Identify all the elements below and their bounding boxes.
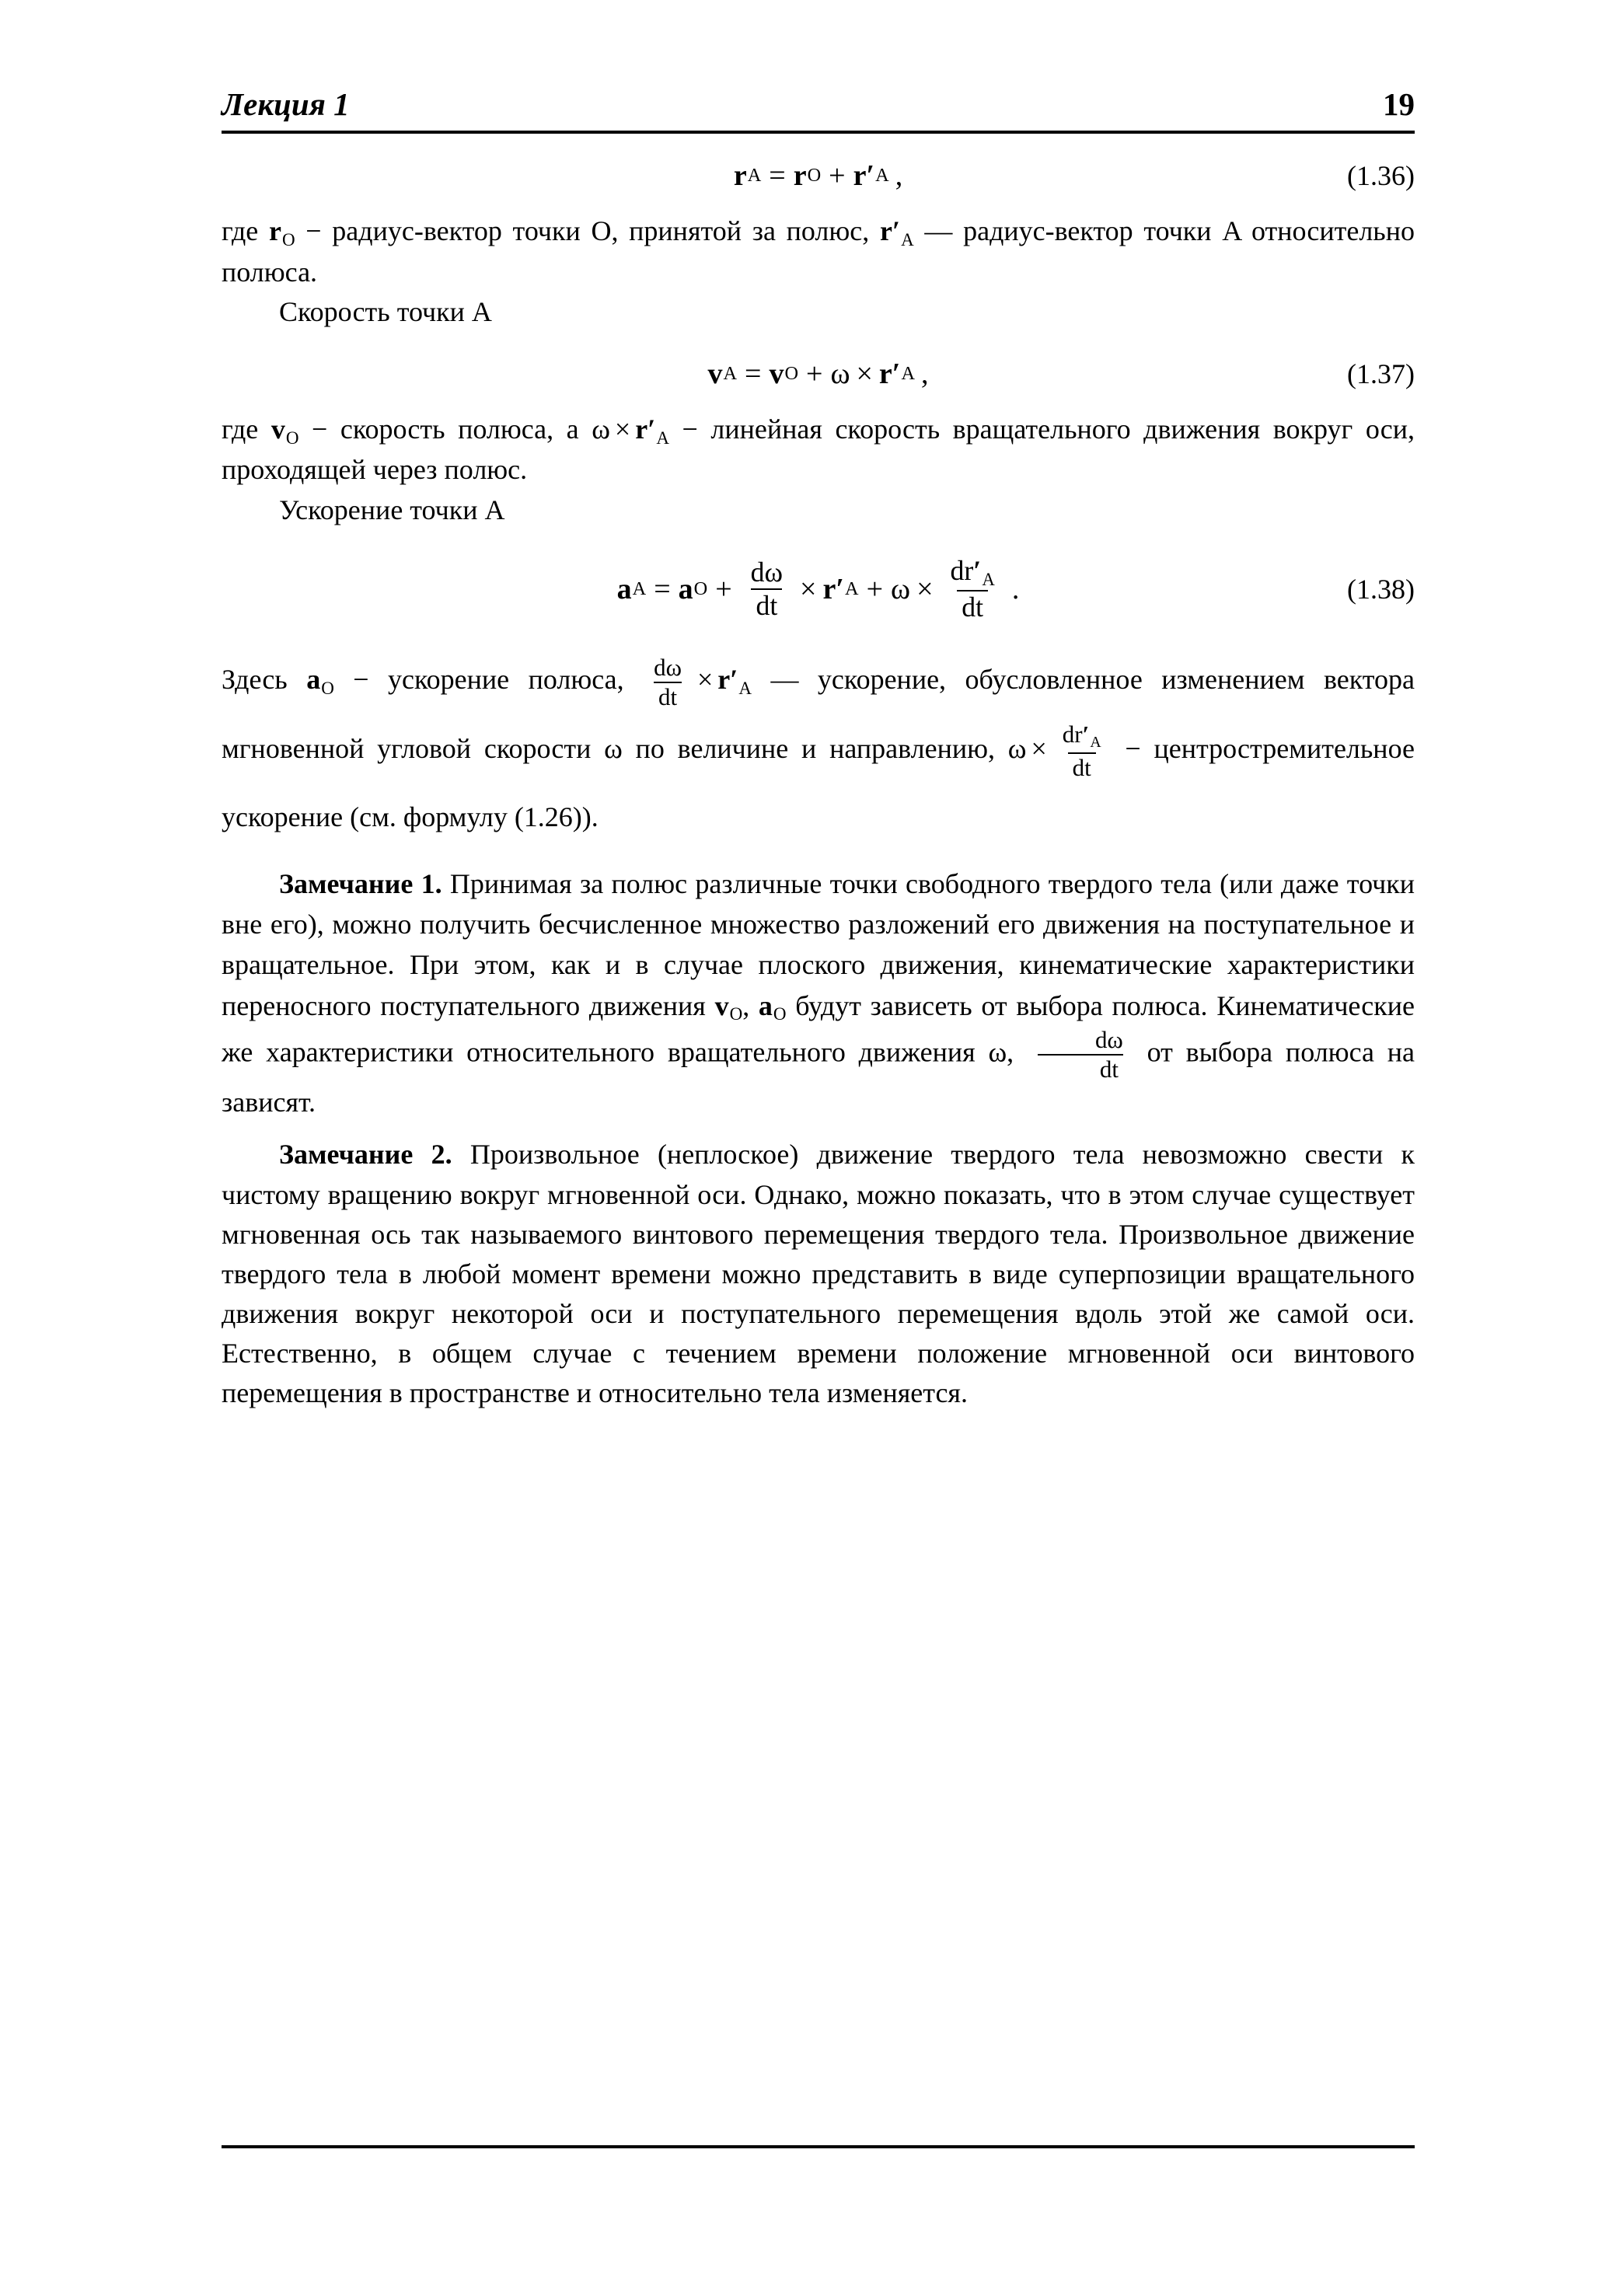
eq138-fraction-drA-dt [946,554,1000,623]
paragraph-after-138 [222,645,1415,851]
p1-vector-r: r [268,215,281,246]
eq136-comma: , [895,159,903,192]
eq137-term2-prime: ′ [892,357,901,390]
p5-cross2: × [1031,732,1047,764]
p5-frac2-num-text: dr [1062,721,1083,748]
eq138-frac2-denominator: dt [957,590,988,622]
eq137-omega: ω [830,357,850,390]
eq137-equals: = [745,357,762,390]
eq136-lhs-sub: A [747,165,762,186]
footer-divider [222,2145,1415,2148]
paragraph-after-136 [222,211,1415,292]
eq137-lhs-sub: A [723,362,738,384]
p5-text-d: по величине и направлению, [622,732,1008,764]
eq138-cross2: × [916,573,934,606]
equation-1-37-body [707,357,928,391]
p5-text-c: — ускорение, обусловленное изменением вектора мгновенной угловой скорости [222,664,1415,764]
page-header [222,85,1415,123]
p3-omega: ω [592,413,610,445]
eq138-omega: ω [891,573,911,606]
p5-fraction-drA-dt [1058,722,1106,780]
p1-vector-r2-prime: ′ [892,215,901,246]
eq137-lhs: v [707,357,723,390]
paragraph-velocity-intro [222,292,1415,332]
p1-text-a: где [222,215,269,246]
eq138-lhs-sub: A [632,578,647,600]
p5-frac2-numerator [1058,722,1106,752]
p2-text: Скорость точки A [279,295,492,327]
eq136-term2-sub: A [875,165,889,186]
p5-frac1-denominator: dt [654,682,682,710]
p1-vector-r-sub: O [281,229,295,249]
eq136-term1: r [793,159,807,192]
p1-text-b: − радиус-вектор точки O, принятой за полюс, [295,215,880,246]
p5-fraction-domega-dt [649,655,686,710]
remark1-comma: , [742,989,759,1021]
eq136-term2-prime: ′ [866,159,875,192]
remark1-frac-numerator: dω [1094,1025,1123,1053]
eq138-period: . [1011,573,1020,606]
equation-1-38-tag: (1.38) [1347,574,1415,605]
p3-text-b: − скорость полюса, а [298,413,592,445]
p5-omega: ω [604,732,623,764]
remark1-frac-denominator: dt [1038,1054,1123,1082]
eq138-frac1-denominator: dt [751,588,782,620]
page-content [222,85,1415,1413]
p5-text-a: Здесь [222,664,307,696]
eq138-cross1: × [800,573,817,606]
remark1-vector-a-sub: O [773,1003,787,1024]
equation-1-36-body [734,159,902,193]
p3-text-c: − линейная скорость вращательного движения вокруг оси, проходящей через полюс. [222,413,1415,486]
eq138-term2-prime: ′ [836,573,845,606]
remark1-vector-v-sub: O [729,1003,743,1024]
equation-1-38-body [616,554,1020,623]
p5-text-e: − центростремительное ускорение (см. формулу (1.26)). [222,732,1415,832]
p5-frac2-num-sub: A [1090,733,1101,751]
p3-vector-r-prime: ′ [647,413,656,445]
p5-frac2-denominator: dt [1068,752,1096,780]
eq138-frac2-numerator [946,554,1000,591]
p5-vector-r: r [717,664,731,696]
remark-1-text-c: , [1007,1036,1027,1068]
p4-text: Ускорение точки A [279,494,505,525]
eq138-frac2-num-sub: A [982,569,995,589]
p3-vector-v-sub: O [285,427,299,448]
header-divider [222,131,1415,134]
eq136-plus: + [829,159,846,192]
spacer-before-remark1 [222,851,1415,864]
paragraph-acceleration-intro [222,490,1415,530]
eq138-equals: = [654,573,671,606]
remark-2-label: Замечание 2. [279,1139,452,1171]
equation-1-36 [222,154,1415,197]
equation-1-36-tag: (1.36) [1347,160,1415,191]
p3-vector-r-sub: A [656,427,669,448]
eq137-term1-sub: O [784,362,799,384]
p3-cross: × [614,413,631,445]
remark-2 [222,1135,1415,1413]
remark1-vector-a: a [758,989,773,1021]
spacer-before-remark2 [222,1122,1415,1135]
eq138-plus1: + [715,573,732,606]
eq138-term1: a [678,573,693,606]
remark-1 [222,864,1415,1122]
header-title: Лекция 1 [222,86,350,122]
equation-1-37-tag: (1.37) [1347,358,1415,389]
remark-1-text-b: будут зависеть от выбора полюса. Кинематические же характеристики относительного вращательного движения [222,989,1415,1068]
eq137-cross: × [856,357,873,390]
p1-vector-r2-sub: A [901,229,914,249]
p3-vector-v: v [270,413,285,445]
eq136-lhs: r [733,159,747,192]
eq137-plus: + [806,357,823,390]
p3-text-a: где [222,413,271,445]
eq138-term2-sub: A [845,578,859,600]
eq138-lhs: a [616,573,632,606]
eq138-term2: r [822,573,836,606]
eq137-term2: r [878,357,892,390]
p5-vector-r-prime: ′ [730,664,738,696]
eq137-comma: , [921,357,929,390]
p5-vector-a-sub: O [321,678,334,699]
eq138-fraction-domega-dt [746,558,787,620]
eq138-term1-sub: O [693,578,708,600]
eq138-plus2: + [866,573,884,606]
p5-frac1-numerator: dω [654,653,682,681]
eq138-frac2-num-prime: ′ [973,554,982,586]
eq136-term1-sub: O [807,165,822,186]
eq137-term1: v [769,357,784,390]
p1-text-c: — радиус-вектор точки A относительно полюса. [222,215,1415,288]
eq138-frac2-num-text: dr [950,554,974,586]
remark1-vector-v: v [714,989,729,1021]
equation-1-37 [222,352,1415,396]
eq138-frac1-numerator: dω [750,556,784,588]
p5-text-b: − ускорение полюса, [333,664,644,696]
remark-1-text-a: Принимая за полюс различные точки свободного твердого тела (или даже точки вне его), можно получить бесчисленное множество разложений его движения на поступательное и вращательное. При этом, как и в случае плоского движения, кинематические характеристики переносного поступательного движения [222,868,1415,1021]
remark-2-text: Произвольное (неплоское) движение твердого тела невозможно свести к чистому вращению вокруг мгновенной оси. Однако, можно показать, что в этом случае существует мгновенная ось так называемого винтового перемещения твердого тела. Произвольное движение твердого тела в любой момент времени можно представить в виде суперпозиции вращательного движения вокруг некоторой оси и поступательного перемещения вдоль этой же самой оси. Естественно, в общем случае с течением времени положение мгновенной оси винтового перемещения в пространстве и относительно тела изменяется. [222,1139,1415,1409]
remark-1-label: Замечание 1. [279,868,442,899]
eq137-term2-sub: A [901,362,916,384]
equation-1-38 [222,554,1415,623]
paragraph-after-137 [222,410,1415,490]
remark-1-text-d: от выбора полюса на зависят. [222,1036,1415,1118]
p5-vector-a: a [306,664,321,696]
remark1-fraction-domega-dt [1033,1025,1128,1083]
eq136-term2: r [853,159,867,192]
eq136-equals: = [769,159,786,192]
p5-cross: × [696,664,714,696]
p5-omega2: ω [1007,732,1027,764]
p3-vector-r: r [635,413,648,445]
remark1-omega: ω [988,1036,1007,1068]
p1-vector-r2: r [879,215,892,246]
p5-frac2-num-prime: ′ [1082,721,1090,748]
page-number: 19 [1383,86,1415,122]
p5-vector-r-sub: A [738,678,752,699]
